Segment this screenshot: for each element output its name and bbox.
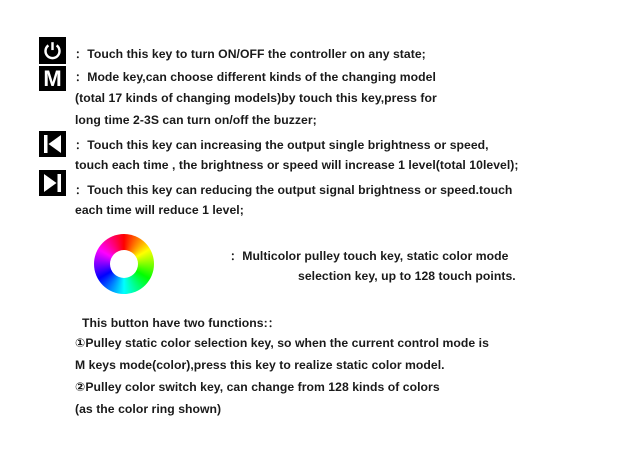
skip-back-icon <box>39 131 66 157</box>
increase-description-line1: ：Touch this key can increasing the output single brightness or speed, <box>75 138 489 152</box>
mode-m-icon <box>39 66 66 91</box>
power-description: ：Touch this key to turn ON/OFF the controller on any state; <box>75 47 426 61</box>
wheel-description-line2: selection key, up to 128 touch points. <box>298 269 516 283</box>
color-wheel-icon <box>94 234 154 294</box>
mode-description-line1: ：Mode key,can choose different kinds of the changing model <box>75 70 436 84</box>
mode-description-line3: long time 2-3S can turn on/off the buzzer; <box>75 113 317 127</box>
power-icon <box>39 37 66 64</box>
functions-line3: ②Pulley color switch key, can change from 128 kinds of colors <box>75 380 440 394</box>
wheel-description-line1: ：Multicolor pulley touch key, static color mode <box>230 249 509 263</box>
functions-heading: This button have two functions:： <box>82 316 280 330</box>
mode-icon-letter: M <box>43 65 62 91</box>
skip-forward-icon <box>39 170 66 196</box>
increase-description-line2: touch each time , the brightness or speed will increase 1 level(total 10level); <box>75 158 519 172</box>
reduce-description-line2: each time will reduce 1 level; <box>75 203 244 217</box>
functions-line1: ①Pulley static color selection key, so when the current control mode is <box>75 336 489 350</box>
functions-line2: M keys mode(color),press this key to realize static color model. <box>75 358 445 372</box>
reduce-description-line1: ：Touch this key can reducing the output signal brightness or speed.touch <box>75 183 513 197</box>
functions-line4: (as the color ring shown) <box>75 402 222 416</box>
mode-description-line2: (total 17 kinds of changing models)by touch this key,press for <box>75 91 437 105</box>
